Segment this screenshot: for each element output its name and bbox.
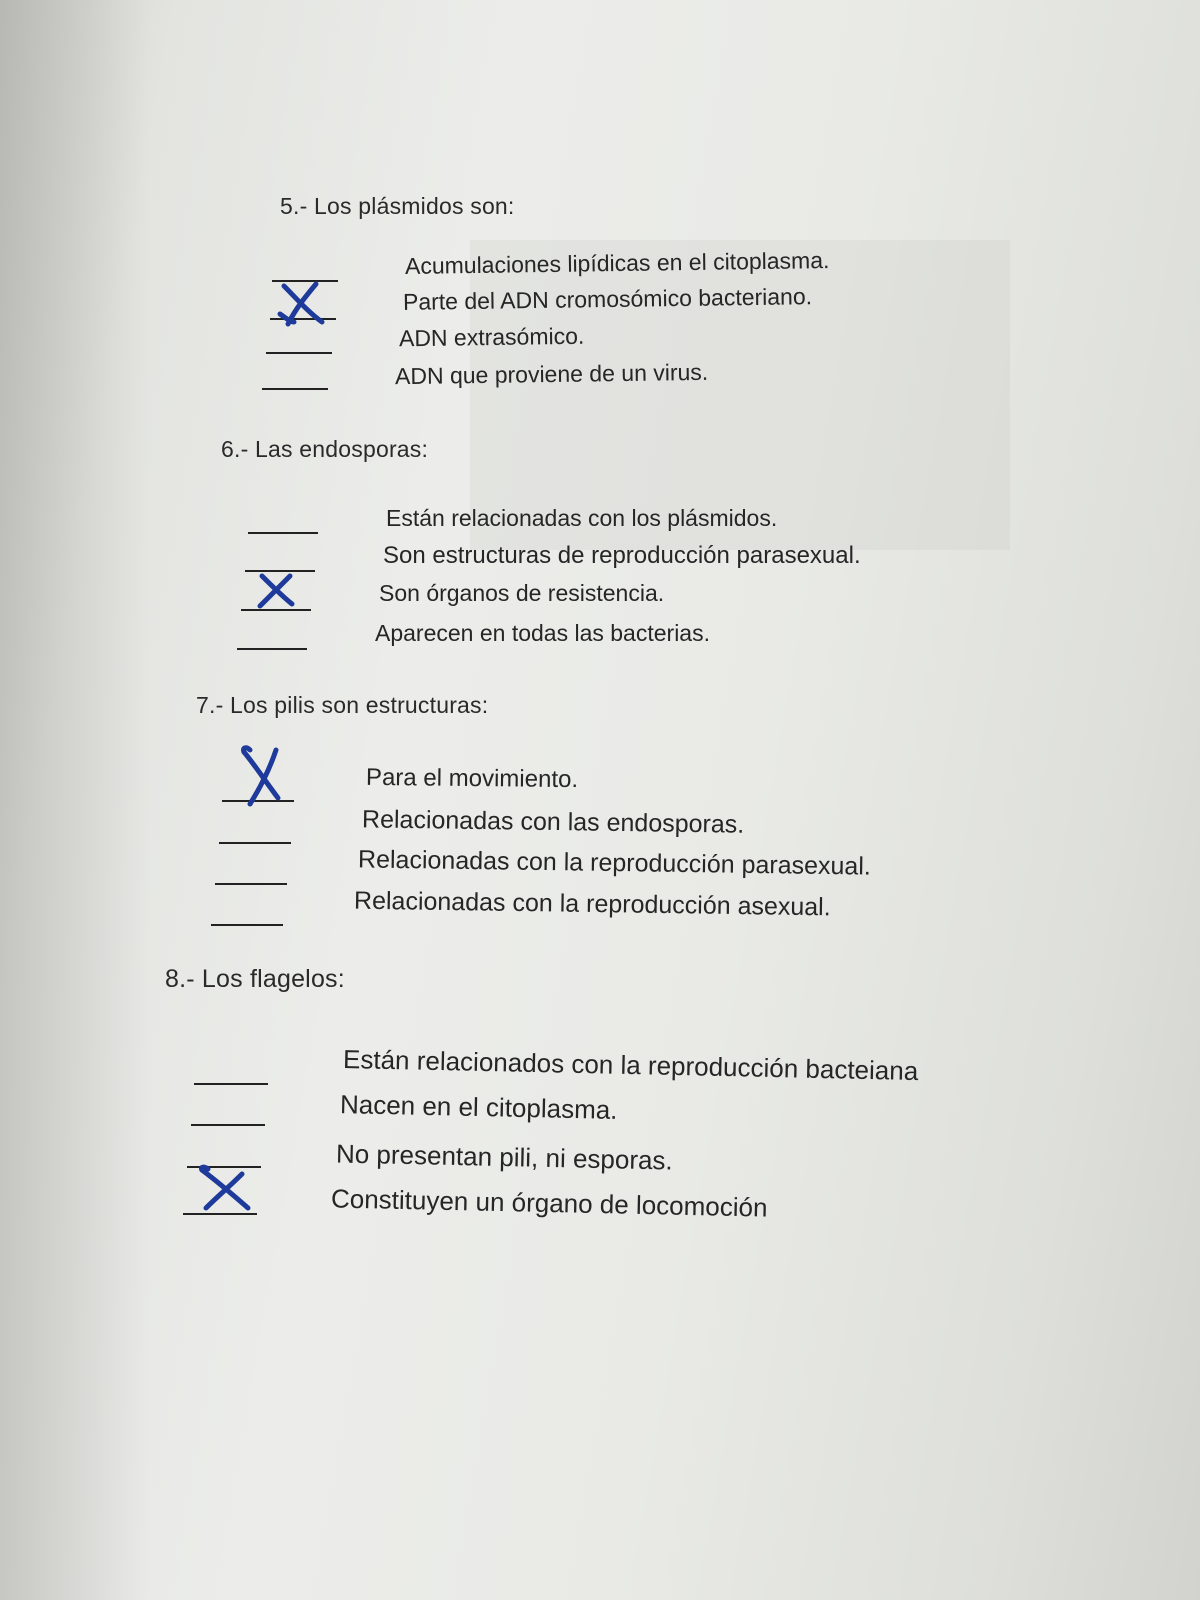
q7-x-mark bbox=[236, 744, 294, 808]
q6-blank-4[interactable] bbox=[237, 648, 307, 650]
q6-option-4: Aparecen en todas las bacterias. bbox=[375, 620, 710, 646]
page-shadow bbox=[0, 0, 150, 1600]
question-8-title: 8.- Los flagelos: bbox=[165, 965, 345, 993]
q8-option-3: No presentan pili, ni esporas. bbox=[335, 1138, 674, 1176]
question-6-title: 6.- Las endosporas: bbox=[221, 436, 429, 462]
q8-option-1: Están relacionados con la reproducción bacteiana bbox=[342, 1043, 919, 1087]
q8-option-2: Nacen en el citoplasma. bbox=[339, 1089, 618, 1125]
q5-option-4: ADN que proviene de un virus. bbox=[394, 358, 709, 390]
q7-blank-2[interactable] bbox=[219, 842, 291, 844]
q8-x-mark bbox=[196, 1164, 256, 1214]
q7-option-2: Relacionadas con las endosporas. bbox=[361, 805, 745, 839]
q5-x-mark bbox=[272, 278, 332, 330]
q5-option-2: Parte del ADN cromosómico bacteriano. bbox=[402, 283, 813, 315]
q5-option-3: ADN extrasómico. bbox=[398, 322, 585, 352]
q7-blank-4[interactable] bbox=[211, 924, 283, 926]
q7-option-4: Relacionadas con la reproducción asexual. bbox=[353, 886, 831, 922]
q6-option-3: Son órganos de resistencia. bbox=[379, 580, 665, 606]
q8-blank-2[interactable] bbox=[191, 1124, 265, 1126]
q5-blank-4[interactable] bbox=[262, 388, 328, 390]
question-7-title: 7.- Los pilis son estructuras: bbox=[196, 692, 489, 718]
q7-blank-3[interactable] bbox=[215, 883, 287, 885]
q6-option-2: Son estructuras de reproducción parasexual. bbox=[383, 542, 861, 569]
q5-option-1: Acumulaciones lipídicas en el citoplasma. bbox=[404, 247, 830, 279]
question-5-title: 5.- Los plásmidos son: bbox=[280, 193, 515, 219]
q7-option-3: Relacionadas con la reproducción parasexual. bbox=[357, 845, 872, 881]
q6-option-1: Están relacionadas con los plásmidos. bbox=[386, 505, 778, 531]
q7-option-1: Para el movimiento. bbox=[365, 763, 579, 794]
q5-blank-3[interactable] bbox=[266, 352, 332, 354]
q8-option-4: Constituyen un órgano de locomoción bbox=[330, 1183, 768, 1223]
q8-blank-1[interactable] bbox=[194, 1083, 268, 1085]
q6-blank-1[interactable] bbox=[248, 532, 318, 534]
q6-x-mark bbox=[250, 570, 302, 610]
